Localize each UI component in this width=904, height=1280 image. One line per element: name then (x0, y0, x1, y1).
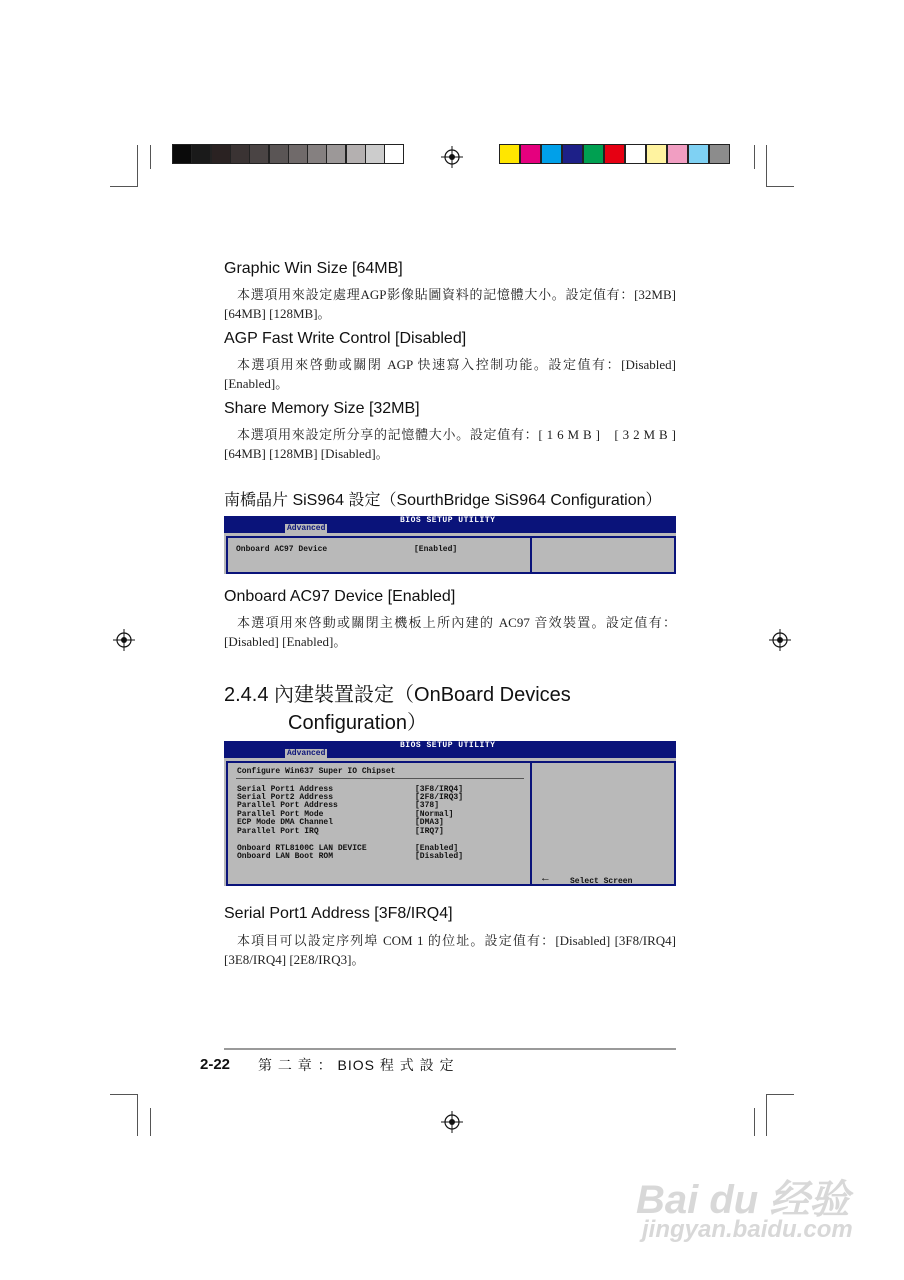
bios-item-label: ECP Mode DMA Channel (237, 818, 334, 827)
section-title-onboard-line1: 2.4.4 內建裝置設定（OnBoard Devices (224, 684, 571, 706)
color-swatch (499, 144, 520, 164)
color-swatch (709, 144, 730, 164)
bios-item-label: Onboard RTL8100C LAN DEVICE (237, 844, 367, 853)
bios-item-value: [3F8/IRQ4] (415, 785, 464, 794)
bios-item-value: [DMA3] (415, 818, 444, 827)
left-arrow-icon: ← (542, 873, 549, 885)
section-title-onboard-line2: Configuration） (288, 712, 427, 734)
watermark-logo: Bai du 经验 (636, 1178, 850, 1222)
color-swatch (604, 144, 625, 164)
gray-swatch (288, 144, 308, 164)
color-swatch (688, 144, 709, 164)
paragraph-agp-fast-write: 本選項用來啓動或關閉 AGP 快速寫入控制功能。設定值有：[Disabled] [Enabled]。 (224, 357, 676, 391)
color-swatch (667, 144, 688, 164)
bios-item-value: [IRQ7] (415, 827, 444, 836)
bios-screenshot-onboard (224, 741, 676, 886)
heading-share-memory: Share Memory Size [32MB] (224, 400, 420, 417)
bios-help-pane (530, 536, 676, 574)
bios-item-value: [Enabled] (415, 844, 459, 853)
paragraph-share-memory: 本選項用來設定所分享的記憶體大小。設定值有：[ 1 6 M B ] [ 3 2 M B ] [64MB] [128MB] [Disabled]。 (224, 427, 676, 461)
paragraph-graphic-win-size: 本選項用來設定處理AGP影像貼圖資料的記憶體大小。設定值有：[32MB] [64MB] [128MB]。 (224, 287, 676, 321)
paragraph-serial-port1: 本項目可以設定序列埠 COM 1 的位址。設定值有：[Disabled] [3F8/IRQ4] [3E8/IRQ4] [2E8/IRQ3]。 (224, 933, 676, 967)
section-title-southbridge: 南橋晶片 SiS964 設定（SourthBridge SiS964 Configuration） (224, 492, 662, 509)
bios-screenshot-southbridge (224, 516, 676, 574)
bios-item-value: [Enabled] (414, 545, 458, 554)
bios-item-value: [Disabled] (415, 852, 464, 861)
bios-tab-advanced: Advanced (287, 749, 326, 758)
bios-main-pane (226, 536, 532, 574)
gray-swatch (191, 144, 211, 164)
color-swatch (646, 144, 667, 164)
color-swatch (541, 144, 562, 164)
heading-serial-port1: Serial Port1 Address [3F8/IRQ4] (224, 905, 453, 922)
bios-item-value: [378] (415, 801, 440, 810)
bios-help-text: Select Screen (570, 877, 633, 886)
watermark-url: jingyan.baidu.com (642, 1216, 853, 1243)
bios-item-label: Serial Port1 Address (237, 785, 334, 794)
paragraph-ac97: 本選項用來啓動或關閉主機板上所內建的 AC97 音效裝置。設定值有：[Disabled] [Enabled]。 (224, 615, 676, 649)
bios-item-label: Onboard LAN Boot ROM (237, 852, 334, 861)
footer-rule (224, 1048, 676, 1050)
bios-item-label: Parallel Port Address (237, 801, 338, 810)
gray-swatch (211, 144, 231, 164)
gray-swatch (384, 144, 404, 164)
gray-swatch (365, 144, 385, 164)
page-number: 2-22 (200, 1056, 231, 1073)
bios-header-divider (236, 778, 524, 779)
bios-utility-title: BIOS SETUP UTILITY (400, 741, 496, 750)
gray-swatch (269, 144, 289, 164)
registration-mark-left-icon (113, 629, 135, 651)
bios-item-label: Serial Port2 Address (237, 793, 334, 802)
bios-help-pane (530, 761, 676, 886)
gray-swatch (307, 144, 327, 164)
registration-mark-bottom-icon (441, 1111, 463, 1133)
registration-mark-right-icon (769, 629, 791, 651)
color-swatch (583, 144, 604, 164)
color-swatch (562, 144, 583, 164)
heading-graphic-win-size: Graphic Win Size [64MB] (224, 260, 403, 277)
bios-item-label: Onboard AC97 Device (236, 545, 328, 554)
gray-swatch (326, 144, 346, 164)
bios-item-value: [Normal] (415, 810, 454, 819)
bios-item-label: Parallel Port IRQ (237, 827, 319, 836)
bios-item-label: Parallel Port Mode (237, 810, 324, 819)
bios-utility-title: BIOS SETUP UTILITY (400, 516, 496, 525)
gray-swatch (346, 144, 366, 164)
gray-swatch (230, 144, 250, 164)
bios-tab-advanced: Advanced (287, 524, 326, 533)
registration-mark-top-icon (441, 146, 463, 168)
heading-agp-fast-write: AGP Fast Write Control [Disabled] (224, 330, 467, 347)
color-swatch (520, 144, 541, 164)
bios-item-value: [2F8/IRQ3] (415, 793, 464, 802)
heading-ac97: Onboard AC97 Device [Enabled] (224, 588, 456, 605)
color-swatch (625, 144, 646, 164)
bios-header: Configure Win637 Super IO Chipset (237, 767, 396, 776)
gray-swatch (249, 144, 269, 164)
gray-swatch (172, 144, 192, 164)
chapter-title: 第 二 章 ： BIOS 程 式 設 定 (258, 1057, 455, 1073)
